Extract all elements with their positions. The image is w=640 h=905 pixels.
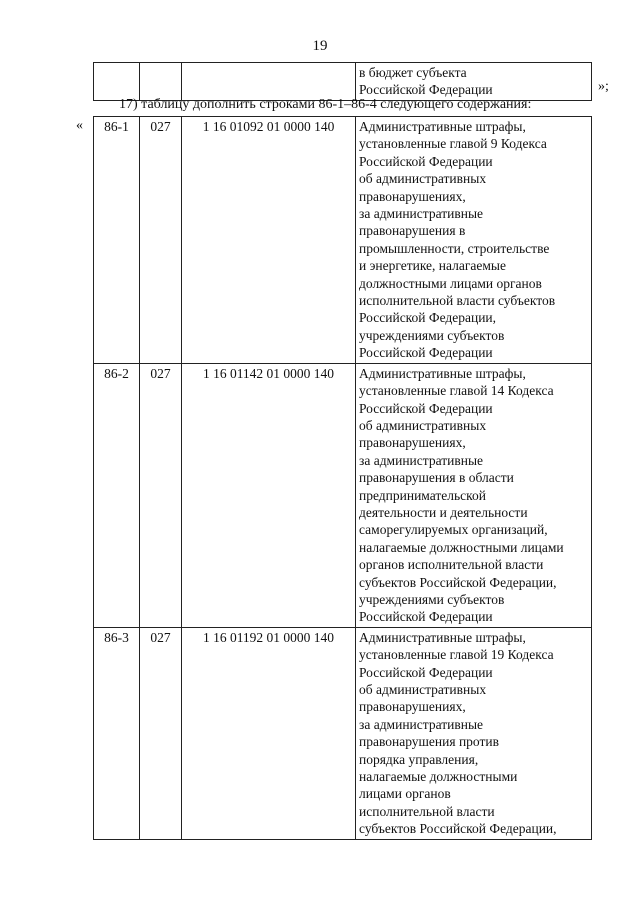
description-line: должностными лицами органов	[359, 275, 542, 291]
description-line: Административные штрафы,	[359, 629, 526, 645]
description-line: Российской Федерации	[359, 153, 493, 169]
description-line: учреждениями субъектов	[359, 591, 505, 607]
cell-kbk: 1 16 01092 01 0000 140	[182, 117, 356, 364]
cell-number: 86-3	[94, 627, 140, 839]
description-line: Российской Федерации	[359, 400, 493, 416]
description-line: правонарушениях,	[359, 699, 466, 715]
description-line: в бюджет субъекта	[359, 65, 467, 80]
description-line: установленные главой 14 Кодекса	[359, 383, 554, 399]
cell-code	[140, 63, 182, 101]
description-line: субъектов Российской Федерации,	[359, 821, 557, 837]
continued-table-row	[93, 62, 592, 101]
page-number: 19	[312, 38, 328, 54]
table-row	[94, 363, 592, 627]
cell-kbk: 1 16 01192 01 0000 140	[182, 627, 356, 839]
description-line: саморегулируемых организаций,	[359, 522, 548, 538]
description-line: об административных	[359, 682, 487, 697]
description-line: органов исполнительной власти	[359, 557, 544, 573]
description-line: Российской Федерации	[359, 664, 493, 680]
description-line: установленные главой 19 Кодекса	[359, 647, 554, 663]
cell-description	[356, 117, 592, 364]
description-line: исполнительной власти	[359, 803, 495, 819]
description-line: за административные	[359, 452, 484, 468]
cell-description	[356, 627, 592, 839]
cell-code: 027	[140, 117, 182, 364]
table-row	[94, 117, 592, 364]
description-line: промышленности, строительстве	[359, 240, 550, 256]
cell-kbk	[182, 63, 356, 101]
description-line: Российской Федерации	[359, 345, 493, 361]
cell-code: 027	[140, 627, 182, 839]
description-line: за административные	[359, 716, 484, 732]
description-line: Российской Федерации	[359, 82, 493, 98]
cell-code: 027	[140, 363, 182, 627]
description-line: Российской Федерации,	[359, 310, 497, 326]
description-line: об административных	[359, 417, 487, 433]
description-line: налагаемые должностными	[359, 769, 518, 785]
description-line: деятельности и деятельности	[359, 504, 528, 520]
amendment-instruction: 17) таблицу дополнить строками 86-1–86-4 следующего содержания:	[119, 97, 532, 112]
description-line: исполнительной власти субъектов	[359, 293, 556, 309]
cell-description	[356, 63, 592, 101]
cell-kbk: 1 16 01142 01 0000 140	[182, 363, 356, 627]
description-line: предпринимательской	[359, 487, 487, 503]
description-line: Российской Федерации	[359, 609, 493, 625]
description-line: Административные штрафы,	[359, 365, 526, 381]
description-line: порядка управления,	[359, 751, 479, 767]
cell-description	[356, 363, 592, 627]
description-line: правонарушениях,	[359, 188, 466, 204]
amendment-table	[93, 116, 592, 840]
table-row	[94, 627, 592, 839]
description-line: учреждениями субъектов	[359, 327, 505, 343]
description-line: установленные главой 9 Кодекса	[359, 136, 547, 152]
opening-quote: «	[76, 118, 83, 133]
cell-number	[94, 63, 140, 101]
cell-number: 86-1	[94, 117, 140, 364]
description-line: правонарушения против	[359, 734, 500, 750]
description-line: субъектов Российской Федерации,	[359, 574, 557, 590]
description-line: налагаемые должностными лицами	[359, 539, 564, 555]
closing-quote: »;	[598, 79, 609, 94]
cell-number: 86-2	[94, 363, 140, 627]
description-line: Административные штрафы,	[359, 119, 526, 134]
description-line: за административные	[359, 206, 484, 222]
description-line: правонарушения в	[359, 223, 466, 239]
description-line: лицами органов	[359, 786, 451, 802]
description-line: правонарушениях,	[359, 435, 466, 451]
description-line: правонарушения в области	[359, 470, 514, 486]
description-line: об административных	[359, 171, 487, 187]
description-line: и энергетике, налагаемые	[359, 258, 506, 274]
